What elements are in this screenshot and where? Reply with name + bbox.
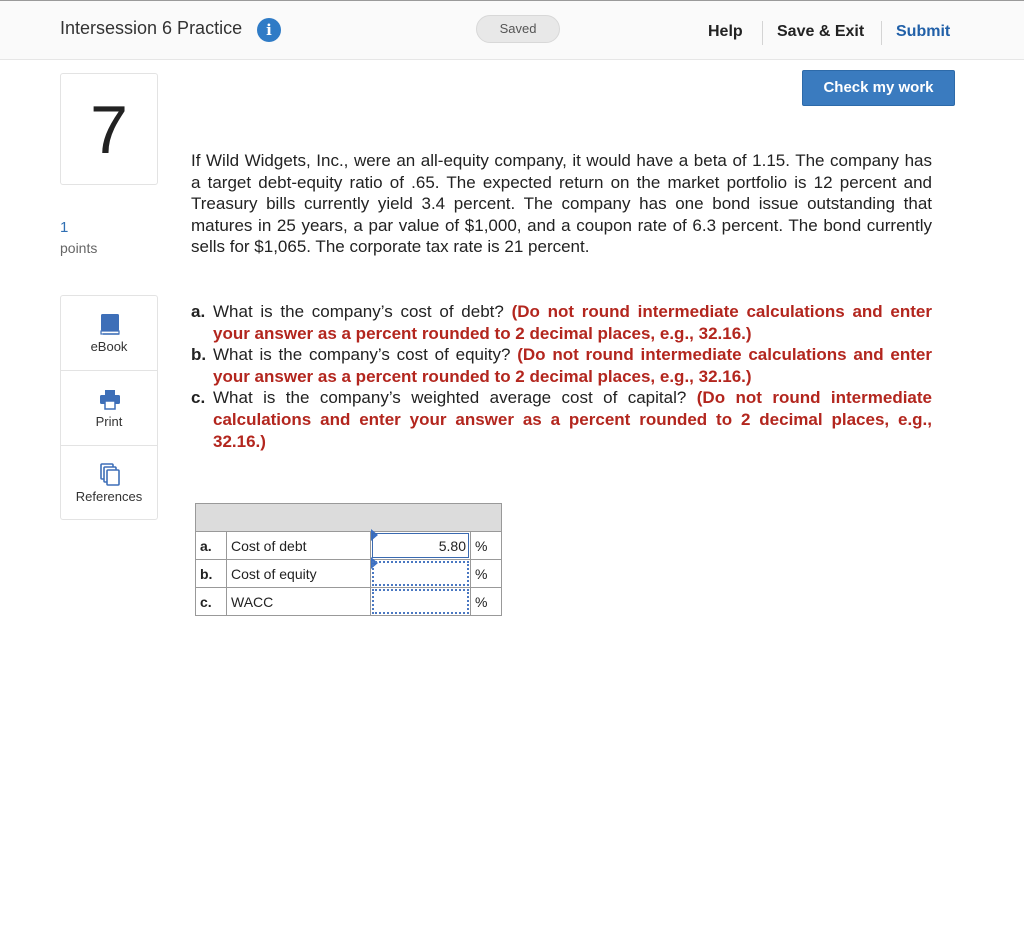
divider <box>762 21 763 45</box>
references-label: References <box>75 489 143 504</box>
wacc-cell <box>371 588 471 616</box>
row-unit: % <box>471 560 502 588</box>
part-text: What is the company’s weighted average cost of capital? <box>213 388 697 408</box>
part-instruction: (Do not round intermediate calculations and enter your answer as a percent rounded to 2 decimal places, e.g., 32.16.) <box>213 302 932 343</box>
input-border <box>372 533 469 558</box>
row-name: Cost of equity <box>227 560 371 588</box>
references-tool-button[interactable] <box>61 446 157 519</box>
row-unit: % <box>471 588 502 616</box>
cost-of-equity-cell <box>371 560 471 588</box>
table-header <box>196 504 502 532</box>
answer-table <box>195 503 502 616</box>
question-text: If Wild Widgets, Inc., were an all-equity company, it would have a beta of 1.15. The company has a target debt-equity ratio of .65. The expected return on the market portfolio is 12 percent and Treasury bills currently yield 3.4 percent. The company has one bond issue outstanding that matures in 25 years, a par value of $1,000, and a coupon rate of 6.3 percent. The bond currently sells for $1,065. The corporate tax rate is 21 percent. <box>191 151 932 257</box>
part-text: What is the company’s cost of debt? <box>213 302 512 321</box>
question-part-b <box>191 344 932 387</box>
row-unit: % <box>471 532 502 560</box>
input-border <box>372 589 469 614</box>
row-letter: c. <box>196 588 227 616</box>
print-label: Print <box>95 414 123 429</box>
points-label: points <box>60 240 98 256</box>
input-border <box>372 561 469 586</box>
save-exit-link[interactable]: Save & Exit <box>777 23 865 40</box>
printer-icon <box>98 387 122 411</box>
cost-of-debt-cell <box>371 532 471 560</box>
ebook-label: eBook <box>90 339 128 354</box>
row-letter: b. <box>196 560 227 588</box>
table-row <box>196 532 502 560</box>
part-instruction: (Do not round intermediate calculations and enter your answer as a percent rounded to 2 decimal places, e.g., 32.16.) <box>213 388 932 451</box>
points-value: 1 <box>60 219 69 236</box>
row-name: WACC <box>227 588 371 616</box>
submit-link[interactable]: Submit <box>896 23 951 40</box>
question-parts <box>191 301 932 452</box>
table-row <box>196 560 502 588</box>
saved-status-badge: Saved <box>476 15 560 43</box>
info-icon[interactable]: i <box>257 18 281 42</box>
tools-panel <box>60 295 158 520</box>
part-instruction: (Do not round intermediate calculations and enter your answer as a percent rounded to 2 decimal places, e.g., 32.16.) <box>213 345 932 386</box>
question-part-c <box>191 387 932 452</box>
row-name: Cost of debt <box>227 532 371 560</box>
print-tool-button[interactable] <box>61 371 157 446</box>
table-row <box>196 588 502 616</box>
part-label: c. <box>191 388 206 408</box>
part-text: What is the company’s cost of equity? <box>213 345 518 365</box>
question-number-card <box>60 73 158 185</box>
part-label: a. <box>191 302 206 321</box>
book-icon <box>98 312 122 336</box>
divider <box>881 21 882 45</box>
assignment-title: Intersession 6 Practice <box>60 18 243 38</box>
check-my-work-button[interactable]: Check my work <box>802 70 955 106</box>
documents-icon <box>98 462 122 486</box>
table-header-row <box>196 504 502 532</box>
question-part-a <box>191 301 932 344</box>
help-link[interactable]: Help <box>708 23 743 40</box>
question-number: 7 <box>90 92 128 168</box>
part-label: b. <box>191 345 207 365</box>
ebook-tool-button[interactable] <box>61 296 157 371</box>
row-letter: a. <box>196 532 227 560</box>
top-bar <box>0 0 1024 60</box>
